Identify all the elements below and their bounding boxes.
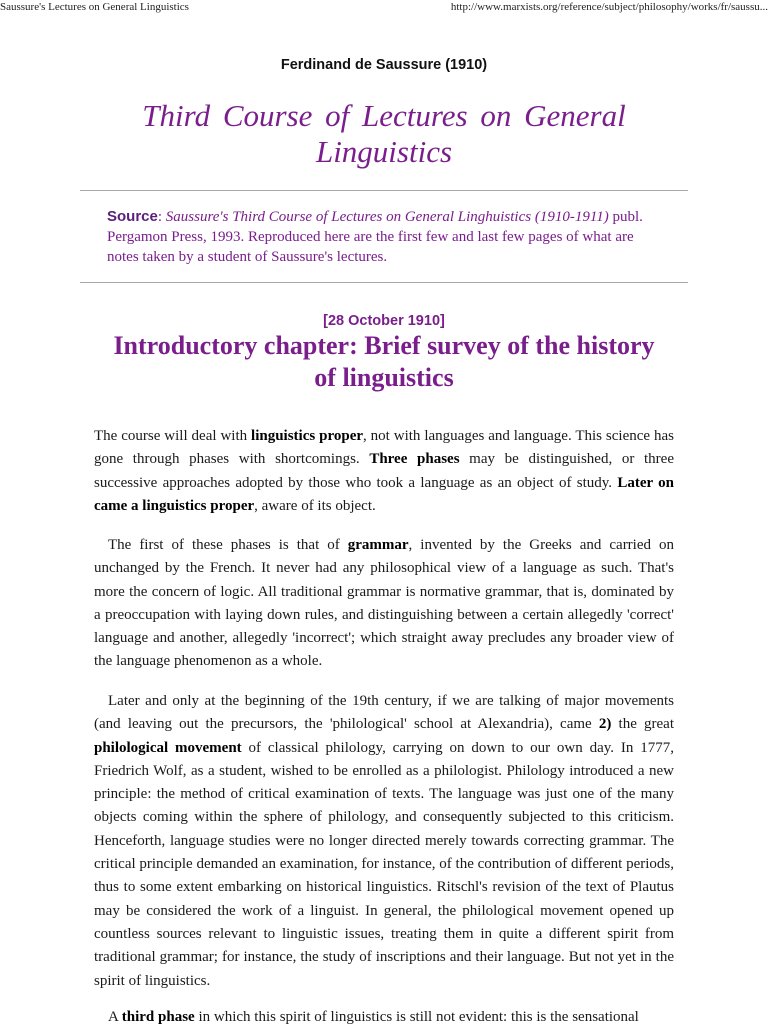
p1-text-d: may be distinguished, or three successive approaches adopted by those who took a language as an object of study. [94, 451, 674, 491]
p1-bold-2: Three phases [369, 451, 460, 468]
p4-text-a: A [108, 1009, 122, 1025]
paragraph-2 [94, 534, 674, 674]
p4-bold-1: third phase [121, 1009, 195, 1025]
p1-text-e: , aware of its object. [254, 497, 376, 514]
page-title: Third Course of Lectures on General Linguistics [142, 98, 626, 169]
p3-text-a: Later and only at the beginning of the 19th century, if we are talking of major movements (and leaving out the precursors, the 'philological' school at Alexandria), came [94, 693, 674, 733]
chapter-heading: Introductory chapter: Brief survey of the history of linguistics [113, 331, 655, 392]
source-work-title: Saussure's Third Course of Lectures on General Linghuistics (1910-1911) [165, 209, 609, 225]
paragraph-3 [94, 690, 674, 993]
source-details: publ. Pergamon Press, 1993. Reproduced here are the first few and last few pages of what are notes taken by a student of Saussure's lectures. [107, 209, 643, 265]
p3-text-c: the great [611, 716, 674, 733]
divider-top [80, 190, 688, 191]
source-note [107, 207, 667, 267]
p3-text-d: of classical philology, carrying on down to our own day. In 1777, Friedrich Wolf, as a student, wished to be enrolled as a philologist. Philology introduced a new principle: the method of critical examination of texts. The language was just one of the many objects coming within the sphere of philology, and consequently subjected to this criticism. Henceforth, language studies were no longer directed merely towards correcting grammar. The critical principle demanded an examination, for instance, of the contribution of different periods, thus to some extent embarking on historical linguistics. Ritschl's revision of the text of Plautus may be considered the work of a linguist. In general, the philological movement opened up countless sources relevant to linguistic issues, treating them in quite a different spirit from traditional grammar; for instance, the study of inscriptions and their language. But not yet in the spirit of linguistics. [94, 739, 675, 989]
lecture-date: [28 October 1910] [323, 313, 445, 329]
p2-text-c: , invented by the Greeks and carried on unchanged by the French. It never had any philosophical view of a language as such. That's more the concern of logic. All traditional grammar is normative grammar, that is, dominated by a preoccupation with laying down rules, and distinguishing between a certain allegedly 'correct' language and another, allegedly 'incorrect'; which straight away precludes any broader view of the language phenomenon as a whole. [94, 537, 674, 670]
paragraph-1 [94, 425, 674, 518]
paragraph-4 [94, 1006, 674, 1029]
p3-bold-2: philological movement [94, 739, 242, 756]
p1-bold-3: Later on came a linguistics proper [94, 474, 675, 514]
p3-bold-1: 2) [598, 716, 612, 733]
running-header-url: http://www.marxists.org/reference/subject/philosophy/works/fr/saussu... [450, 1, 768, 13]
p4-text-c: in which this spirit of linguistics is still not evident: this is the sensational [194, 1009, 639, 1025]
author-line: Ferdinand de Saussure (1910) [280, 57, 488, 73]
p1-bold-1: linguistics proper [251, 428, 364, 444]
p2-text-a: The first of these phases is that of [108, 537, 348, 553]
running-header-title: Saussure's Lectures on General Linguistics [0, 1, 189, 13]
p2-bold-1: grammar [347, 537, 409, 553]
p1-text-a: The course will deal with [94, 428, 252, 444]
source-label: Source [107, 208, 158, 225]
p1-text-c: , not with languages and language. This science has gone through phases with shortcomings. [94, 428, 674, 468]
source-colon: : [157, 209, 166, 225]
divider-bottom [80, 282, 688, 283]
